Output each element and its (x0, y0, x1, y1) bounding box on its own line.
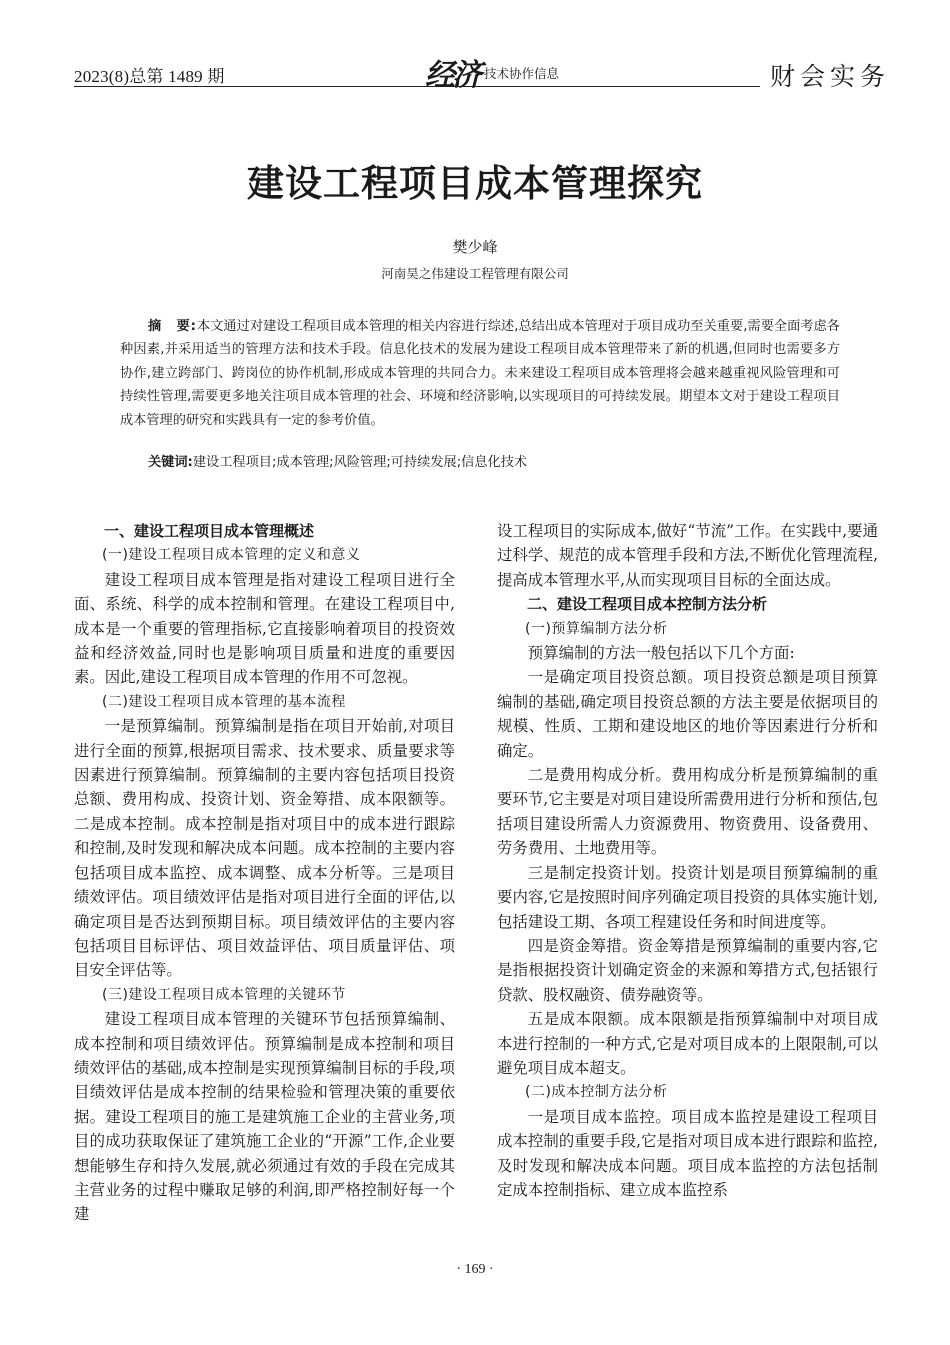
paragraph: 设工程项目的实际成本,做好“节流”工作。在实践中,要通过科学、规范的成本管理手段和方法,不断优化管理流程,提高成本管理水平,从而实现项目目标的全面达成。 (497, 522, 878, 589)
issue-number: 2023(8)总第 1489 期 (74, 67, 225, 86)
paragraph: 预算编制的方法一般包括以下几个方面: (527, 644, 795, 663)
paragraph: 五是成本限额。成本限额是指预算编制中对项目成本进行控制的一种方式,它是对项目成本的上限限制,可以避免项目成本超支。 (497, 1010, 878, 1077)
journal-subtitle: 技术协作信息 (484, 66, 560, 81)
section-name: 财会实务 (770, 62, 891, 91)
paragraph: 一是确定项目投资总额。项目投资总额是项目预算编制的基础,确定项目投资总额的方法主要是依据项目的规模、性质、工期和建设地区的地价等因素进行分析和确定。 (497, 668, 878, 760)
right-column (497, 519, 878, 1202)
author-affiliation: 河南昊之伟建设工程管理有限公司 (381, 266, 569, 281)
paragraph: 一是预算编制。预算编制是指在项目开始前,对项目进行全面的预算,根据项目需求、技术要求、质量要求等因素进行预算编制。预算编制的主要内容包括项目投资总额、费用构成、投资计划、资金筹措、成本限额等。二是成本控制。成本控制是指对项目中的成本进行跟踪和控制,及时发现和解决成本问题。成本控制的主要内容包括项目成本监控、成本调整、成本分析等。三是项目绩效评估。项目绩效评估是指对项目进行全面的评估,以确定项目是否达到预期目标。项目绩效评估的主要内容包括项目目标评估、项目效益评估、项目质量评估、项目安全评估等。 (74, 717, 455, 980)
article-title: 建设工程项目成本管理探究 (247, 162, 703, 205)
abstract-text: 本文通过对建设工程项目成本管理的相关内容进行综述,总结出成本管理对于项目成功至关重要,需要全面考虑各种因素,并采用适当的管理方法和技术手段。信息化技术的发展为建设工程项目成本管理带来了新的机遇,但同时也需要多方协作,建立跨部门、跨岗位的协作机制,形成成本管理的共同合力。未来建设工程项目成本管理将会越来越重视风险管理和可持续性管理,需要更多地关注项目成本管理的社会、环境和经济影响,以实现项目的可持续发展。期望本文对于建设工程项目成本管理的研究和实践具有一定的参考价值。 (120, 319, 840, 428)
paragraph: 一是项目成本监控。项目成本监控是建设工程项目成本控制的重要手段,它是指对项目成本进行跟踪和监控,及时发现和解决成本问题。项目成本监控的方法包括制定成本控制指标、建立成本监控系 (497, 1107, 878, 1199)
subsection-heading: (一)建设工程项目成本管理的定义和意义 (102, 547, 361, 564)
subsection-heading: (二)建设工程项目成本管理的基本流程 (102, 693, 346, 710)
keywords (120, 451, 840, 474)
paragraph: 二是费用构成分析。费用构成分析是预算编制的重要环节,它主要是对项目建设所需费用进行分析和预估,包括项目建设所需人力资源费用、物资费用、设备费用、劳务费用、土地费用等。 (497, 766, 878, 858)
paragraph: 三是制定投资计划。投资计划是项目预算编制的重要内容,它是按照时间序列确定项目投资的具体实施计划,包括建设工期、各项工程建设任务和时间进度等。 (497, 863, 878, 931)
keywords-label: 关键词: (148, 455, 193, 470)
subsection-heading: (三)建设工程项目成本管理的关键环节 (102, 986, 346, 1003)
section-heading: 二、建设工程项目成本控制方法分析 (527, 595, 768, 614)
abstract-label: 摘 要: (148, 319, 197, 334)
journal-logo: 经济 (425, 58, 479, 93)
keywords-text: 建设工程项目;成本管理;风险管理;可持续发展;信息化技术 (192, 455, 528, 470)
abstract (120, 315, 840, 432)
subsection-heading: (一)预算编制方法分析 (525, 620, 668, 637)
subsection-heading: (二)成本控制方法分析 (525, 1084, 668, 1101)
article-author: 樊少峰 (452, 238, 498, 256)
left-column (74, 519, 455, 1227)
header-rule (74, 86, 760, 87)
section-heading: 一、建设工程项目成本管理概述 (104, 522, 315, 540)
page-number: · 169 · (456, 1262, 494, 1277)
paragraph: 四是资金筹措。资金筹措是预算编制的重要内容,它是指根据投资计划确定资金的来源和筹措方式,包括银行贷款、股权融资、债券融资等。 (497, 936, 878, 1004)
paragraph: 建设工程项目成本管理的关键环节包括预算编制、成本控制和项目绩效评估。预算编制是成本控制和项目绩效评估的基础,成本控制是实现预算编制目标的手段,项目绩效评估是成本控制的结果检验和管理决策的重要依据。建设工程项目的施工是建筑施工企业的主营业务,项目的成功获取保证了建筑施工企业的“开源”工作,企业要想能够生存和持久发展,就必须通过有效的手段在完成其主营业务的过程中赚取足够的利润,即严格控制好每一个建 (74, 1010, 455, 1224)
paragraph: 建设工程项目成本管理是指对建设工程项目进行全面、系统、科学的成本控制和管理。在建设工程项目中,成本是一个重要的管理指标,它直接影响着项目的投资效益和经济效益,同时也是影响项目质量和进度的重要因素。因此,建设工程项目成本管理的作用不可忽视。 (74, 570, 455, 687)
